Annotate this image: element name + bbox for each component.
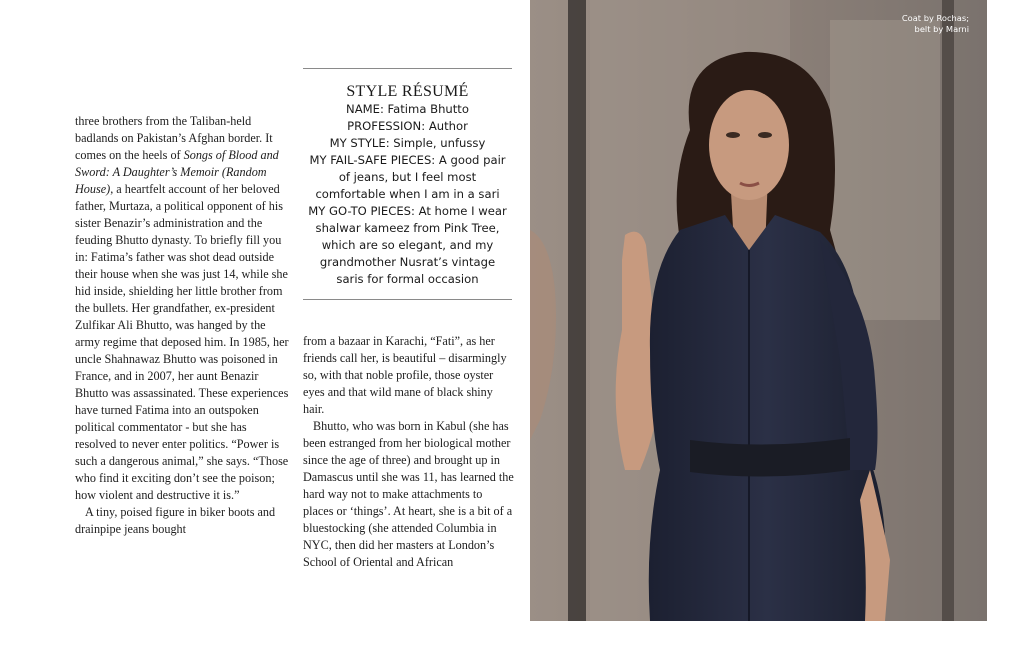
resume-failsafe: MY FAIL-SAFE PIECES: A good pair of jeans, but I feel most comfortable when I am in a sari xyxy=(309,153,506,201)
photo-caption xyxy=(902,13,969,35)
paragraph xyxy=(303,418,515,571)
resume-style: MY STYLE: Simple, unfussy xyxy=(329,136,486,150)
caption-line-2: belt by Marni xyxy=(914,24,969,34)
paragraph xyxy=(303,333,515,418)
glass-frame-right xyxy=(942,0,954,621)
face xyxy=(709,90,789,200)
book-title: Songs of Blood and Sword: A Daughter’s Memoir (Random House) xyxy=(75,148,279,196)
paragraph xyxy=(75,113,289,504)
text-run: three brothers from the Taliban-held badlands on Pakistan’s Afghan border. It comes on the heels of xyxy=(75,114,273,162)
caption-line-1: Coat by Rochas; xyxy=(901,13,969,23)
resume-goto: MY GO-TO PIECES: At home I wear shalwar kameez from Pink Tree, which are so elegant, and my grandmother Nusrat’s vintage saris for formal occasion xyxy=(308,204,507,286)
text-run: , a heartfelt account of her beloved father, Murtaza, a political opponent of his sister Benazir’s administration and the feuding Bhutto dynasty. To briefly fill you in: Fatima’s father was shot dead outside their house when she was just 14, while she hid inside, shielding her little brother from the bullets. Her grandfather, ex-president Zulfikar Ali Bhutto, was hanged by the army regime that deposed him. In 1985, her uncle Shahnawaz Bhutto was poisoned in France, and in 2007, her aunt Benazir Bhutto was assassinated. These experiences have turned Fatima into an outspoken political commentator - but she has resolved to never enter politics. “Power is such a dangerous animal,” she says. “Those who find it exciting don’t see the poison; how violent and destructive it is.” xyxy=(75,182,289,502)
style-resume-title: STYLE RÉSUMÉ xyxy=(346,83,469,100)
style-resume-box xyxy=(303,68,512,300)
portrait-photo xyxy=(530,0,987,621)
glass-frame-left xyxy=(568,0,586,621)
article-column-2 xyxy=(303,333,515,571)
portrait-illustration xyxy=(530,0,987,621)
text-run: A tiny, poised figure in biker boots and drainpipe jeans bought xyxy=(75,505,276,536)
text-run: from a bazaar in Karachi, “Fati”, as her friends call her, is beautiful – disarmingly so, with that noble profile, those oyster eyes and that wild mane of black shiny hair. xyxy=(303,334,507,416)
resume-name: NAME: Fatima Bhutto xyxy=(346,102,469,116)
text-run: Bhutto, who was born in Kabul (she has been estranged from her biological mother since the age of three) and brought up in Damascus until she was 11, has learned the hard way not to make attachments to places or ‘things’. At heart, she is a bit of a bluestocking (she attended Columbia in NYC, then did her masters at London’s School of Oriental and African xyxy=(303,419,514,569)
resume-profession: PROFESSION: Author xyxy=(347,119,468,133)
article-column-1 xyxy=(75,113,289,538)
style-resume-body xyxy=(303,101,512,288)
paragraph xyxy=(75,504,289,538)
